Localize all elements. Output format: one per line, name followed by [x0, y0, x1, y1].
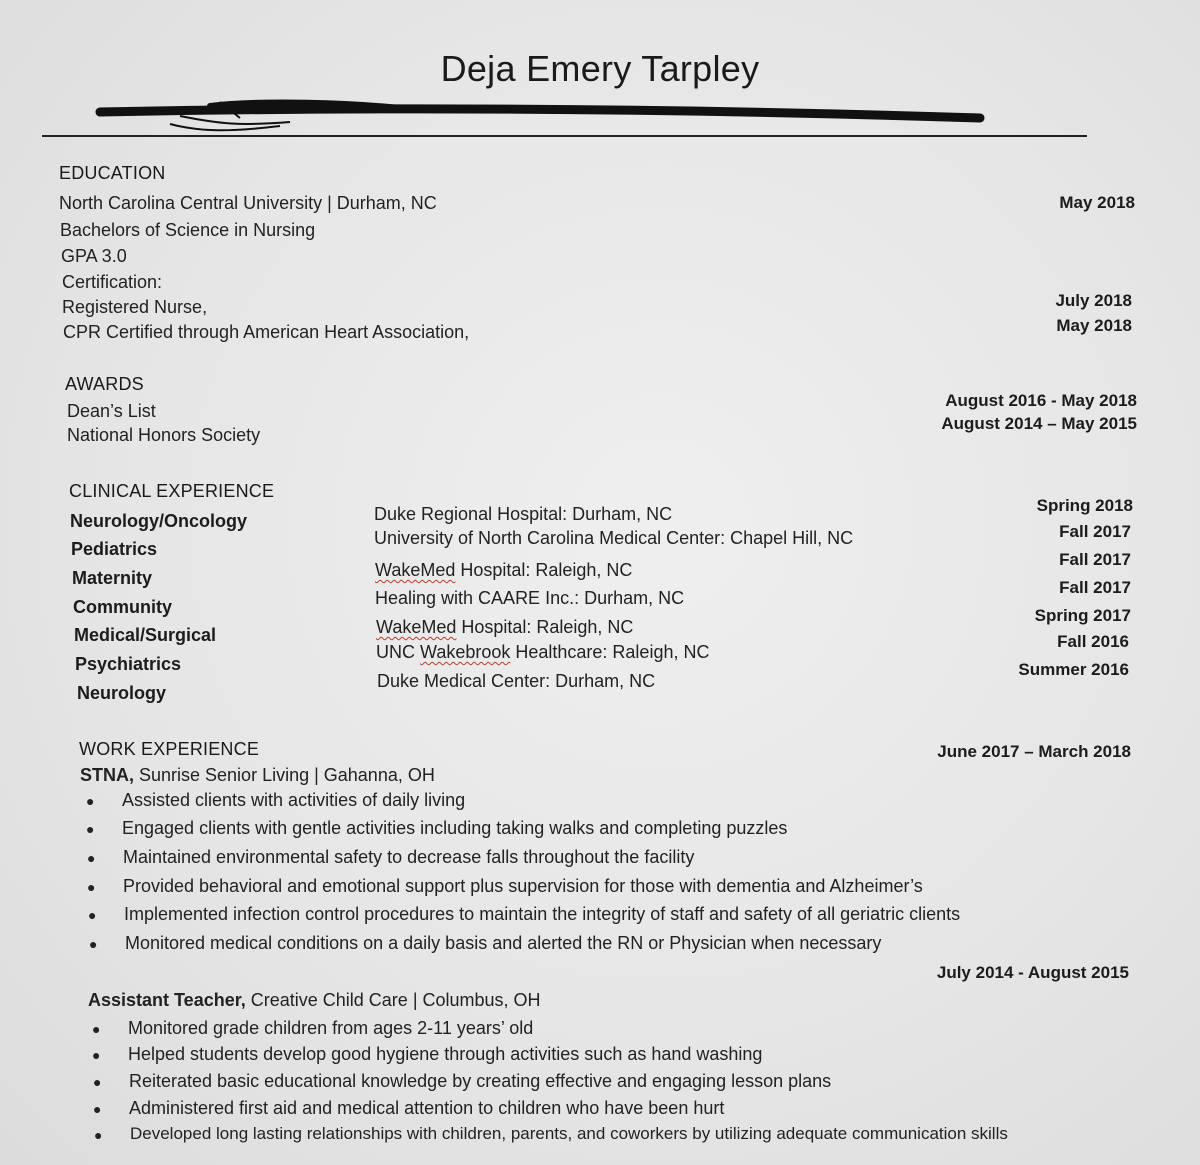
- job-bullet: ● Developed long lasting relationships with children, parents, and coworkers by utilizing adequate communication skills: [94, 1124, 1008, 1143]
- clinical-site: University of North Carolina Medical Center: Chapel Hill, NC: [374, 528, 854, 548]
- job-bullet: ● Maintained environmental safety to decrease falls throughout the facility: [87, 847, 695, 867]
- education-cert-cpr-date: May 2018: [1056, 316, 1132, 335]
- education-cert-cpr: CPR Certified through American Heart Association,: [63, 322, 470, 342]
- education-school: North Carolina Central University | Durham, NC: [59, 193, 437, 213]
- clinical-date: Fall 2017: [1059, 550, 1131, 569]
- redacted-contact-info: [0, 88, 1200, 148]
- job-bullet: ● Monitored medical conditions on a daily basis and alerted the RN or Physician when necessary: [89, 933, 882, 953]
- job-bullet: ● Implemented infection control procedures to maintain the integrity of staff and safety of all geriatric clients: [88, 904, 961, 924]
- job-bullet: ● Reiterated basic educational knowledge by creating effective and engaging lesson plans: [93, 1071, 832, 1091]
- clinical-date: Fall 2017: [1059, 578, 1131, 597]
- award-item: Dean’s List: [67, 401, 156, 421]
- award-item: National Honors Society: [67, 425, 261, 445]
- clinical-date: Fall 2017: [1059, 522, 1131, 541]
- clinical-specialty: Pediatrics: [71, 539, 158, 559]
- job-bullet: ● Helped students develop good hygiene through activities such as hand washing: [92, 1044, 763, 1064]
- clinical-specialty: Neurology: [77, 683, 167, 703]
- clinical-site: Duke Regional Hospital: Durham, NC: [374, 504, 673, 524]
- clinical-specialty: Medical/Surgical: [74, 625, 217, 645]
- clinical-site: Healing with CAARE Inc.: Durham, NC: [375, 588, 685, 608]
- job-date: June 2017 – March 2018: [937, 742, 1131, 761]
- award-date: August 2014 – May 2015: [941, 414, 1137, 433]
- job-bullet: ● Monitored grade children from ages 2-11 years’ old: [92, 1018, 534, 1038]
- award-date: August 2016 - May 2018: [945, 391, 1137, 410]
- clinical-site: WakeMed Hospital: Raleigh, NC: [375, 560, 633, 580]
- job-title: STNA, Sunrise Senior Living | Gahanna, OH: [80, 765, 435, 785]
- clinical-specialty: Maternity: [72, 568, 153, 588]
- clinical-specialty: Psychiatrics: [75, 654, 182, 674]
- work-heading: WORK EXPERIENCE: [79, 739, 260, 759]
- clinical-site: Duke Medical Center: Durham, NC: [377, 671, 656, 691]
- clinical-site: UNC Wakebrook Healthcare: Raleigh, NC: [376, 642, 710, 662]
- clinical-date: Spring 2017: [1034, 606, 1131, 625]
- education-gpa: GPA 3.0: [61, 246, 127, 266]
- candidate-name: Deja Emery Tarpley: [440, 48, 760, 89]
- education-school-date: May 2018: [1059, 193, 1135, 212]
- education-cert-label: Certification:: [62, 272, 163, 292]
- job-bullet: ● Assisted clients with activities of daily living: [86, 790, 466, 810]
- clinical-site: WakeMed Hospital: Raleigh, NC: [376, 617, 634, 637]
- education-heading: EDUCATION: [59, 163, 166, 183]
- job-bullet: ● Provided behavioral and emotional support plus supervision for those with dementia and Alzheimer’s: [87, 876, 923, 896]
- awards-heading: AWARDS: [65, 374, 144, 394]
- clinical-specialty: Neurology/Oncology: [70, 511, 248, 531]
- clinical-date: Summer 2016: [1018, 660, 1129, 679]
- job-bullet: ● Engaged clients with gentle activities including taking walks and completing puzzles: [86, 818, 788, 838]
- education-degree: Bachelors of Science in Nursing: [60, 220, 316, 240]
- clinical-date: Spring 2018: [1036, 496, 1133, 515]
- job-bullet: ● Administered first aid and medical attention to children who have been hurt: [93, 1098, 725, 1118]
- job-title: Assistant Teacher, Creative Child Care | Columbus, OH: [88, 990, 541, 1010]
- clinical-heading: CLINICAL EXPERIENCE: [69, 481, 275, 501]
- education-cert-rn: Registered Nurse,: [62, 297, 208, 317]
- education-cert-rn-date: July 2018: [1055, 291, 1132, 310]
- clinical-date: Fall 2016: [1057, 632, 1129, 651]
- clinical-specialty: Community: [73, 597, 172, 617]
- job-date: July 2014 - August 2015: [936, 963, 1129, 982]
